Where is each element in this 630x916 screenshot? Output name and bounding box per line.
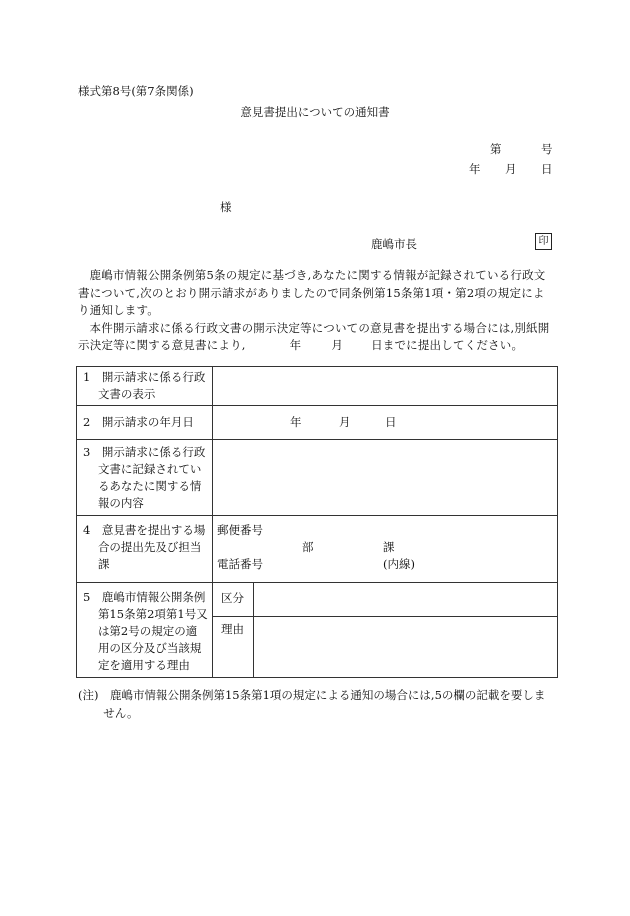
- row2-month: 月: [339, 415, 351, 429]
- body-paragraph-1: 鹿嶋市情報公開条例第5条の規定に基づき,あなたに関する情報が記録されている行政文書について,次のとおり開示請求がありましたので同条例第15条第1項・第2項の規定により通知します。: [78, 268, 546, 317]
- row1-label: 1 開示請求に係る行政文書の表示: [77, 367, 213, 406]
- deadline-suffix: 日までに提出してください。: [371, 338, 524, 352]
- row1-value[interactable]: [213, 367, 558, 406]
- postal-code-label: 郵便番号: [217, 523, 263, 537]
- row2-year: 年: [290, 415, 302, 429]
- table-row: [77, 516, 558, 583]
- date-month: 月: [505, 162, 517, 176]
- table-row: [77, 367, 558, 406]
- row2-value[interactable]: [213, 406, 558, 440]
- notice-body: [78, 267, 554, 355]
- date-day: 日: [541, 162, 553, 176]
- row5-label: 5 鹿嶋市情報公開条例第15条第2項第1号又は第2号の規定の適用の区分及び当該規定を適用する理由: [77, 583, 213, 678]
- body-paragraph-2: [78, 320, 554, 355]
- row5-category-label: 区分: [213, 583, 254, 617]
- row2-day: 日: [385, 415, 397, 429]
- phone-label: 電話番号: [217, 557, 263, 571]
- row4-value[interactable]: [213, 516, 558, 583]
- number-go: 号: [541, 142, 553, 156]
- number-dai: 第: [490, 142, 502, 156]
- addressee-suffix: 様: [220, 200, 232, 214]
- department-ka: 課: [383, 540, 395, 554]
- notice-table: [76, 366, 558, 678]
- footnote-text: (注) 鹿嶋市情報公開条例第15条第1項の規定による通知の場合には,5の欄の記載を要しません。: [78, 688, 546, 720]
- document-title: 意見書提出についての通知書: [240, 105, 390, 119]
- sender-name: 鹿嶋市長: [371, 237, 417, 251]
- date-year: 年: [469, 162, 481, 176]
- row5-reason-value[interactable]: [254, 617, 558, 678]
- row5-category-value[interactable]: [254, 583, 558, 617]
- row4-label: 4 意見書を提出する場合の提出先及び担当課: [77, 516, 213, 583]
- table-row: [77, 583, 558, 617]
- body-paragraph-2-text: 本件開示請求に係る行政文書の開示決定等についての意見書を提出する場合には,別紙開示決定等に関する意見書により,: [78, 320, 550, 352]
- row3-label: 3 開示請求に係る行政文書に記録されているあなたに関する情報の内容: [77, 440, 213, 516]
- table-row: [77, 406, 558, 440]
- seal-mark: 印: [535, 233, 552, 250]
- extension-label: (内線): [383, 557, 415, 571]
- department-bu: 部: [302, 540, 314, 554]
- deadline-month: 月: [331, 338, 344, 352]
- row2-label: 2 開示請求の年月日: [77, 406, 213, 440]
- row5-reason-label: 理由: [213, 617, 254, 678]
- row3-value[interactable]: [213, 440, 558, 516]
- deadline-year: 年: [289, 338, 302, 352]
- footnote: [78, 686, 556, 722]
- form-number: 様式第8号(第7条関係): [78, 84, 194, 98]
- table-row: [77, 440, 558, 516]
